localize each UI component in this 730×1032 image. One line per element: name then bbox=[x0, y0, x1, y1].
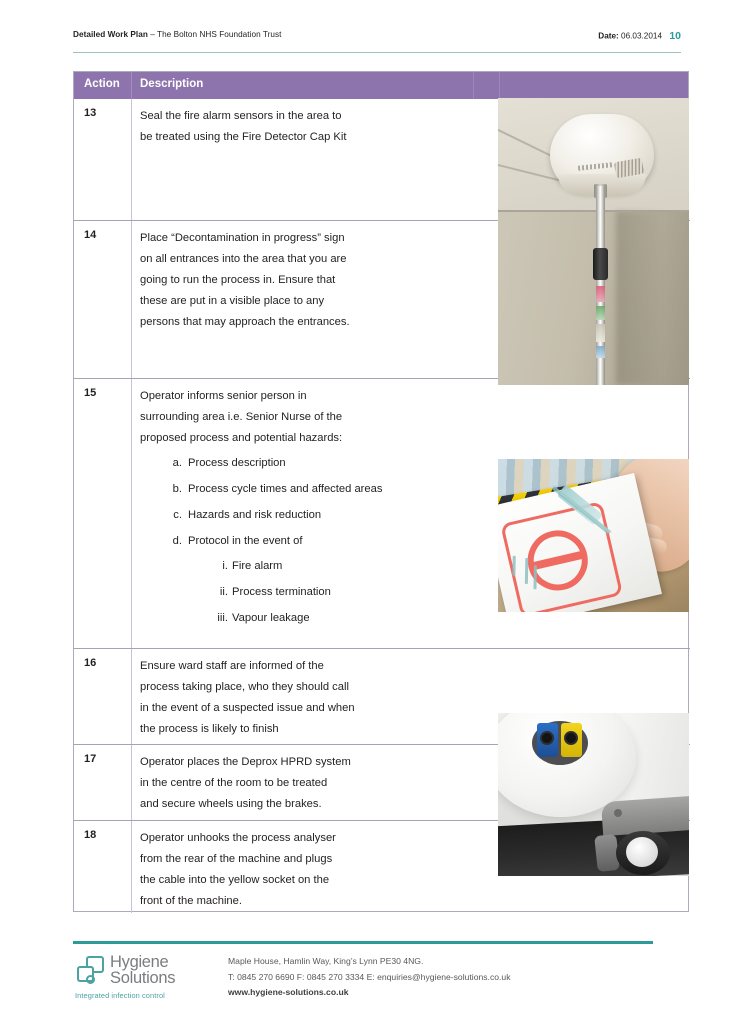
brand-tagline: Integrated infection control bbox=[75, 991, 165, 1000]
sublist-item bbox=[166, 505, 460, 526]
pole-label bbox=[596, 306, 605, 320]
sublist-marker: i. bbox=[222, 560, 228, 572]
brand-name-line-2: Solutions bbox=[110, 969, 176, 987]
row-description bbox=[140, 752, 440, 815]
footer-phone-fax-email: T: 0845 270 6690 F: 0845 270 3334 E: enquiries@hygiene-solutions.co.uk bbox=[228, 971, 511, 982]
blue-socket-port bbox=[540, 731, 554, 745]
row-description bbox=[140, 828, 440, 912]
row-text-line: these are put in a visible place to any bbox=[140, 295, 325, 307]
sublist-item bbox=[166, 479, 460, 500]
row-text-line: proposed process and potential hazards: bbox=[140, 432, 343, 444]
sublist-text: Hazards and risk reduction bbox=[188, 509, 322, 521]
pole-label bbox=[596, 346, 605, 358]
brand-name-line-1: Hygiene bbox=[110, 953, 169, 971]
sublist-text: Process cycle times and affected areas bbox=[188, 483, 383, 495]
row-text-line: surrounding area i.e. Senior Nurse of the bbox=[140, 411, 343, 423]
row-action-number: 18 bbox=[84, 829, 97, 841]
sign-body-text-line bbox=[533, 565, 536, 589]
document-title bbox=[73, 30, 281, 39]
sublist-text: Process termination bbox=[232, 586, 331, 598]
sublist-item bbox=[166, 453, 460, 474]
row-action-number: 16 bbox=[84, 657, 97, 669]
footer-website[interactable]: www.hygiene-solutions.co.uk bbox=[228, 987, 349, 997]
row-text-line: Operator informs senior person in bbox=[140, 390, 307, 402]
row-text-line: be treated using the Fire Detector Cap Kit bbox=[140, 131, 347, 143]
row-text-line: the process is likely to finish bbox=[140, 723, 279, 735]
table-header-row bbox=[74, 72, 688, 99]
sublist-marker: ii. bbox=[219, 586, 228, 598]
sublist-marker: d. bbox=[172, 535, 182, 547]
document-title-rest: – The Bolton NHS Foundation Trust bbox=[147, 30, 282, 39]
page-footer bbox=[73, 952, 681, 1014]
row-text-line: Operator places the Deprox HPRD system bbox=[140, 756, 351, 768]
row-text-line: Operator unhooks the process analyser bbox=[140, 832, 336, 844]
sublist-marker: a. bbox=[172, 457, 182, 469]
sign-body-text-line bbox=[525, 558, 528, 584]
row-text-line: in the event of a suspected issue and when bbox=[140, 702, 355, 714]
yellow-socket-port bbox=[564, 731, 578, 745]
logo-circle-icon bbox=[86, 975, 95, 984]
header-column-divider bbox=[131, 72, 132, 99]
sublist-item bbox=[210, 608, 460, 629]
row-text-line: process taking place, who they should call bbox=[140, 681, 349, 693]
row-text-line: Place “Decontamination in progress” sign bbox=[140, 232, 345, 244]
pole-shadow bbox=[616, 211, 660, 385]
row-text-line: from the rear of the machine and plugs bbox=[140, 853, 333, 865]
hygiene-solutions-logo bbox=[73, 952, 213, 1006]
sublist-item bbox=[210, 582, 460, 603]
page-number: 10 bbox=[669, 30, 681, 42]
column-header-action: Action bbox=[84, 78, 120, 90]
photo-decontamination-sign bbox=[498, 459, 689, 612]
row-text-line: on all entrances into the area that you are bbox=[140, 253, 347, 265]
pole-grip bbox=[593, 248, 608, 280]
row-description bbox=[140, 228, 440, 333]
row-text-line: front of the machine. bbox=[140, 895, 242, 907]
wheel-hub bbox=[626, 837, 658, 867]
row-action-number: 13 bbox=[84, 107, 97, 119]
photo-machine-sockets bbox=[498, 713, 689, 876]
header-photo-divider-2 bbox=[499, 72, 500, 99]
sign-body-text-line bbox=[512, 556, 515, 576]
row-text-line: Ensure ward staff are informed of the bbox=[140, 660, 324, 672]
footer-address: Maple House, Hamlin Way, King’s Lynn PE30 4NG. bbox=[228, 956, 424, 966]
footer-contact-details bbox=[228, 954, 678, 1001]
sublist-text: Process description bbox=[188, 457, 286, 469]
sublist-item bbox=[166, 531, 460, 629]
header-divider-rule bbox=[73, 52, 681, 53]
row-action-number: 14 bbox=[84, 229, 97, 241]
sublist-marker: iii. bbox=[217, 612, 228, 624]
pole-label bbox=[596, 286, 605, 302]
sublist-marker: c. bbox=[173, 509, 182, 521]
wall-surface bbox=[498, 211, 689, 385]
row-action-number: 17 bbox=[84, 753, 97, 765]
header-date-and-page bbox=[598, 30, 681, 42]
row-sublist-roman bbox=[188, 556, 460, 629]
date-label: Date: bbox=[598, 31, 619, 41]
row-text-line: and secure wheels using the brakes. bbox=[140, 798, 322, 810]
row-action-number: 15 bbox=[84, 387, 97, 399]
row-text-line: Seal the fire alarm sensors in the area to bbox=[140, 110, 342, 122]
row-description bbox=[140, 656, 470, 740]
row-text-line: persons that may approach the entrances. bbox=[140, 316, 350, 328]
header-photo-divider bbox=[473, 72, 474, 99]
sublist-item bbox=[210, 556, 460, 577]
row-sublist-alpha bbox=[140, 453, 460, 629]
row-description bbox=[140, 386, 460, 634]
row-text-line: going to run the process in. Ensure that bbox=[140, 274, 336, 286]
row-description bbox=[140, 106, 440, 148]
sublist-text: Fire alarm bbox=[232, 560, 283, 572]
pole-label bbox=[596, 324, 605, 342]
photo-smoke-detector bbox=[498, 98, 689, 385]
sublist-text: Protocol in the event of bbox=[188, 535, 303, 547]
date-value: 06.03.2014 bbox=[621, 31, 663, 41]
row-text-line: the cable into the yellow socket on the bbox=[140, 874, 330, 886]
column-header-description: Description bbox=[140, 78, 204, 90]
wall-ceiling-joint bbox=[498, 210, 689, 212]
footer-divider-rule bbox=[73, 941, 653, 944]
row-text-line: in the centre of the room to be treated bbox=[140, 777, 328, 789]
bracket-bolt bbox=[614, 809, 622, 817]
sublist-marker: b. bbox=[172, 483, 182, 495]
document-title-bold: Detailed Work Plan bbox=[73, 30, 148, 39]
sublist-text: Vapour leakage bbox=[232, 612, 310, 624]
